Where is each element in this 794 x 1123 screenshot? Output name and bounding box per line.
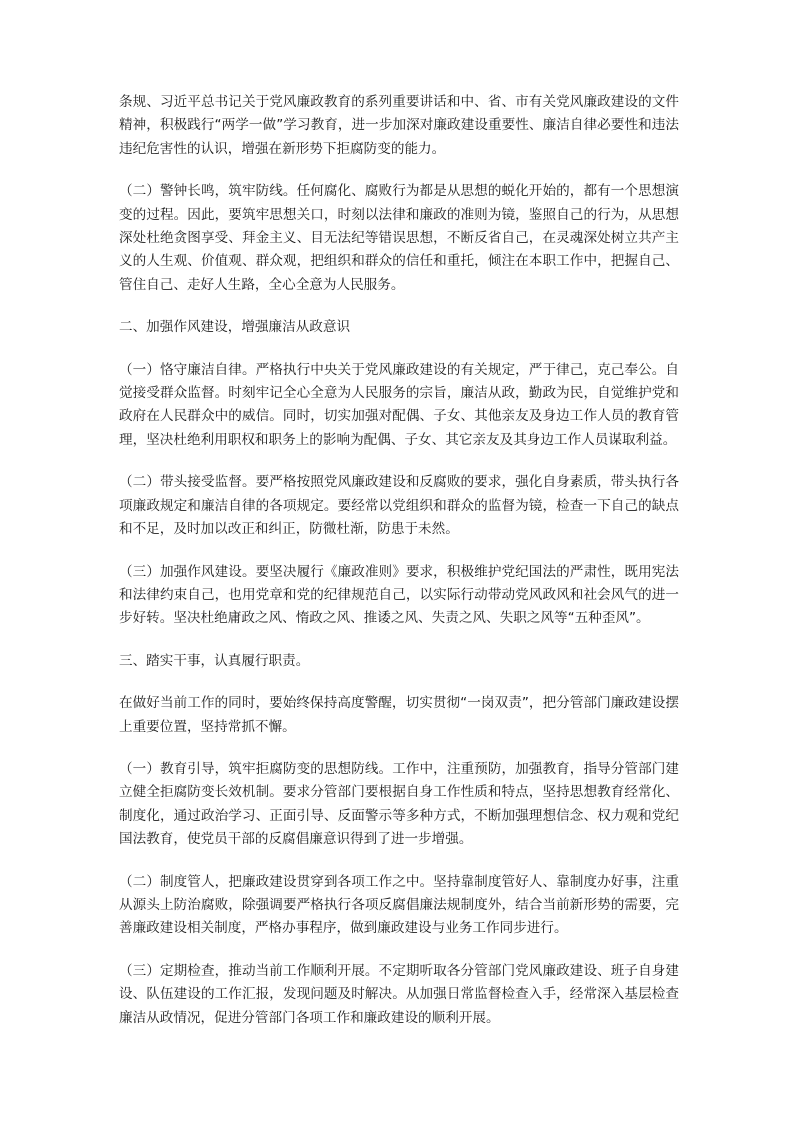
paragraph-education-guidance: （一）教育引导，筑牢拒腐防变的思想防线。工作中，注重预防，加强教育，指导分管部门建立健全拒腐防变长效机制。要求分管部门要根据自身工作性质和特点，坚持思想教育经常化、制度化，通过政治学习、正面引导、反面警示等多种方式，不断加强理想信念、权力观和党纪国法教育，使党员干部的反腐倡廉意识得到了进一步增强。 [119,760,679,848]
paragraph-intro-continuation: 条规、习近平总书记关于党风廉政教育的系列重要讲话和中、省、市有关党风廉政建设的文件精神，积极践行“两学一做”学习教育，进一步加深对廉政建设重要性、廉洁自律必要性和违法违纪危害性的认识，增强在新形势下拒腐防变的能力。 [119,94,679,157]
paragraph-current-work: 在做好当前工作的同时，要始终保持高度警醒，切实贯彻“一岗双责”，把分管部门廉政建设摆上重要位置，坚持常抓不懈。 [119,695,679,735]
paragraph-system-management: （二）制度管人，把廉政建设贯穿到各项工作之中。坚持靠制度管好人、靠制度办好事，注重从源头上防治腐败，除强调要严格执行各项反腐倡廉法规制度外，结合当前新形势的需要，完善廉政建设相关制度，严格办事程序，做到廉政建设与业务工作同步进行。 [119,873,679,937]
paragraph-self-discipline: （一）恪守廉洁自律。严格执行中央关于党风廉政建设的有关规定，严于律己，克己奉公。自觉接受群众监督。时刻牢记全心全意为人民服务的宗旨，廉洁从政，勤政为民，自觉维护党和政府在人民群众中的威信。同时，切实加强对配偶、子女、其他亲友及身边工作人员的教育管理，坚决杜绝利用职权和职务上的影响为配偶、子女、其它亲友及其身边工作人员谋取利益。 [119,361,679,448]
section-heading-2: 二、加强作风建设，增强廉洁从政意识 [119,319,351,336]
document-body [119,91,679,1049]
paragraph-accept-supervision: （二）带头接受监督。要严格按照党风廉政建设和反腐败的要求，强化自身素质，带头执行各项廉政规定和廉洁自律的各项规定。要经常以党组织和群众的监督为镜，检查一下自己的缺点和不足，及时加以改正和纠正，防微杜渐，防患于未然。 [119,474,679,538]
section-heading-3: 三、踏实干事，认真履行职责。 [119,652,310,669]
paragraph-regular-inspection: （三）定期检查，推动当前工作顺利开展。不定期听取各分管部门党风廉政建设、班子自身建设、队伍建设的工作汇报，发现问题及时解决。从加强日常监督检查入手，经常深入基层检查廉洁从政情况，促进分管部门各项工作和廉政建设的顺利开展。 [119,962,679,1026]
paragraph-style-building: （三）加强作风建设。要坚决履行《廉政准则》要求，积极维护党纪国法的严肃性，既用宪法和法律约束自己，也用党章和党的纪律规范自己，以实际行动带动党风政风和社会风气的进一步好转。坚决杜绝庸政之风、惰政之风、推诿之风、失责之风、失职之风等“五种歪风”。 [119,563,679,627]
paragraph-warning-defense: （二）警钟长鸣，筑牢防线。任何腐化、腐败行为都是从思想的蜕化开始的，都有一个思想演变的过程。因此，要筑牢思想关口，时刻以法律和廉政的准则为镜，鉴照自己的行为，从思想深处杜绝贪图享受、拜金主义、目无法纪等错误思想，不断反省自己，在灵魂深处树立共产主义的人生观、价值观、群众观，把组织和群众的信任和重托，倾注在本职工作中，把握自己、管住自己、走好人生路，全心全意为人民服务。 [119,183,679,293]
